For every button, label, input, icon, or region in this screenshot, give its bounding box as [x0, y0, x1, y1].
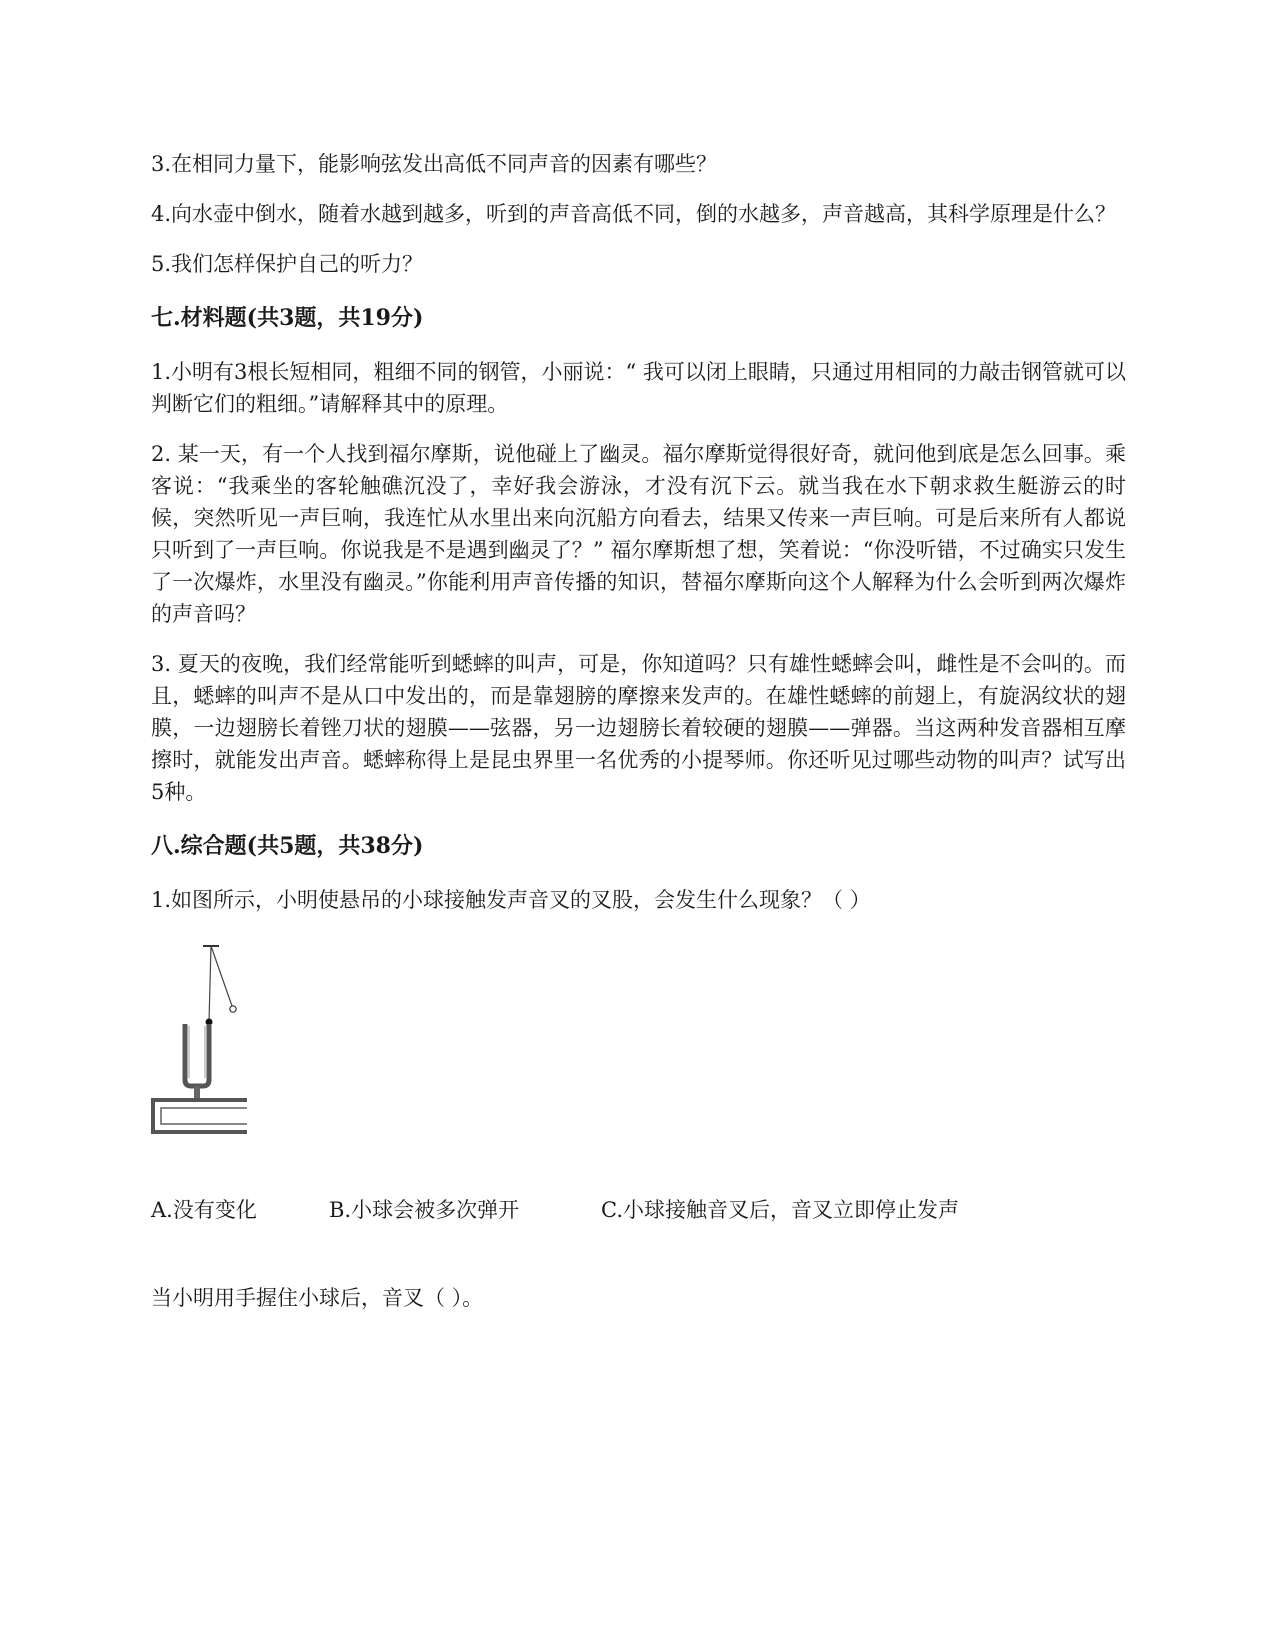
question-8-1: 1.如图所示，小明使悬吊的小球接触发声音叉的叉股，会发生什么现象？（ ） — [151, 888, 871, 912]
option-c[interactable]: C.小球接触音叉后，音叉立即停止发声 — [601, 1198, 959, 1222]
question-6-4: 4.向水壶中倒水，随着水越到越多，听到的声音高低不同，倒的水越多，声音越高，其科学原理是什么？ — [151, 202, 1117, 226]
follow-up-question: 当小明用手握住小球后，音叉（ ）。 — [151, 1286, 484, 1310]
question-6-5: 5.我们怎样保护自己的听力？ — [151, 252, 424, 276]
answer-options — [151, 1194, 1126, 1226]
option-b[interactable]: B.小球会被多次弹开 — [329, 1198, 520, 1222]
tuning-fork-figure — [151, 942, 271, 1142]
question-7-2: 2. 某一天，有一个人找到福尔摩斯，说他碰上了幽灵。福尔摩斯觉得很好奇，就问他到底是怎么回事。乘客说：“我乘坐的客轮触礁沉没了，幸好我会游泳，才没有沉下云。就当我在水下朝求救生艇游云的时候，突然听见一声巨响，我连忙从水里出来向沉船方向看去，结果又传来一声巨响。可是后来所有人都说只听到了一声巨响。你说我是不是遇到幽灵了？” 福尔摩斯想了想，笑着说：“你没听错，不过确实只发生了一次爆炸，水里没有幽灵。”你能利用声音传播的知识，替福尔摩斯向这个人解释为什么会听到两次爆炸的声音吗？ — [151, 442, 1126, 626]
tuning-fork-illustration — [151, 942, 271, 1142]
section-8-heading: 八.综合题(共5题，共38分) — [151, 833, 424, 859]
document-page — [151, 148, 1126, 1314]
question-6-3: 3.在相同力量下，能影响弦发出高低不同声音的因素有哪些？ — [151, 152, 718, 176]
section-7-heading: 七.材料题(共3题，共19分) — [151, 305, 424, 331]
question-7-3: 3. 夏天的夜晚，我们经常能听到蟋蟀的叫声，可是，你知道吗？只有雄性蟋蟀会叫，雌性是不会叫的。而且，蟋蟀的叫声不是从口中发出的，而是靠翅膀的摩擦来发声的。在雄性蟋蟀的前翅上，有旋涡纹状的翅膜，一边翅膀长着锉刀状的翅膜——弦器，另一边翅膀长着较硬的翅膜——弹器。当这两种发音器相互摩擦时，就能发出声音。蟋蟀称得上是昆虫界里一名优秀的小提琴师。你还听见过哪些动物的叫声？试写出5种。 — [151, 652, 1126, 804]
option-a[interactable]: A.没有变化 — [151, 1198, 257, 1222]
question-7-1: 1.小明有3根长短相同，粗细不同的钢管，小丽说：“ 我可以闭上眼睛，只通过用相同的力敲击钢管就可以判断它们的粗细。”请解释其中的原理。 — [151, 360, 1126, 416]
